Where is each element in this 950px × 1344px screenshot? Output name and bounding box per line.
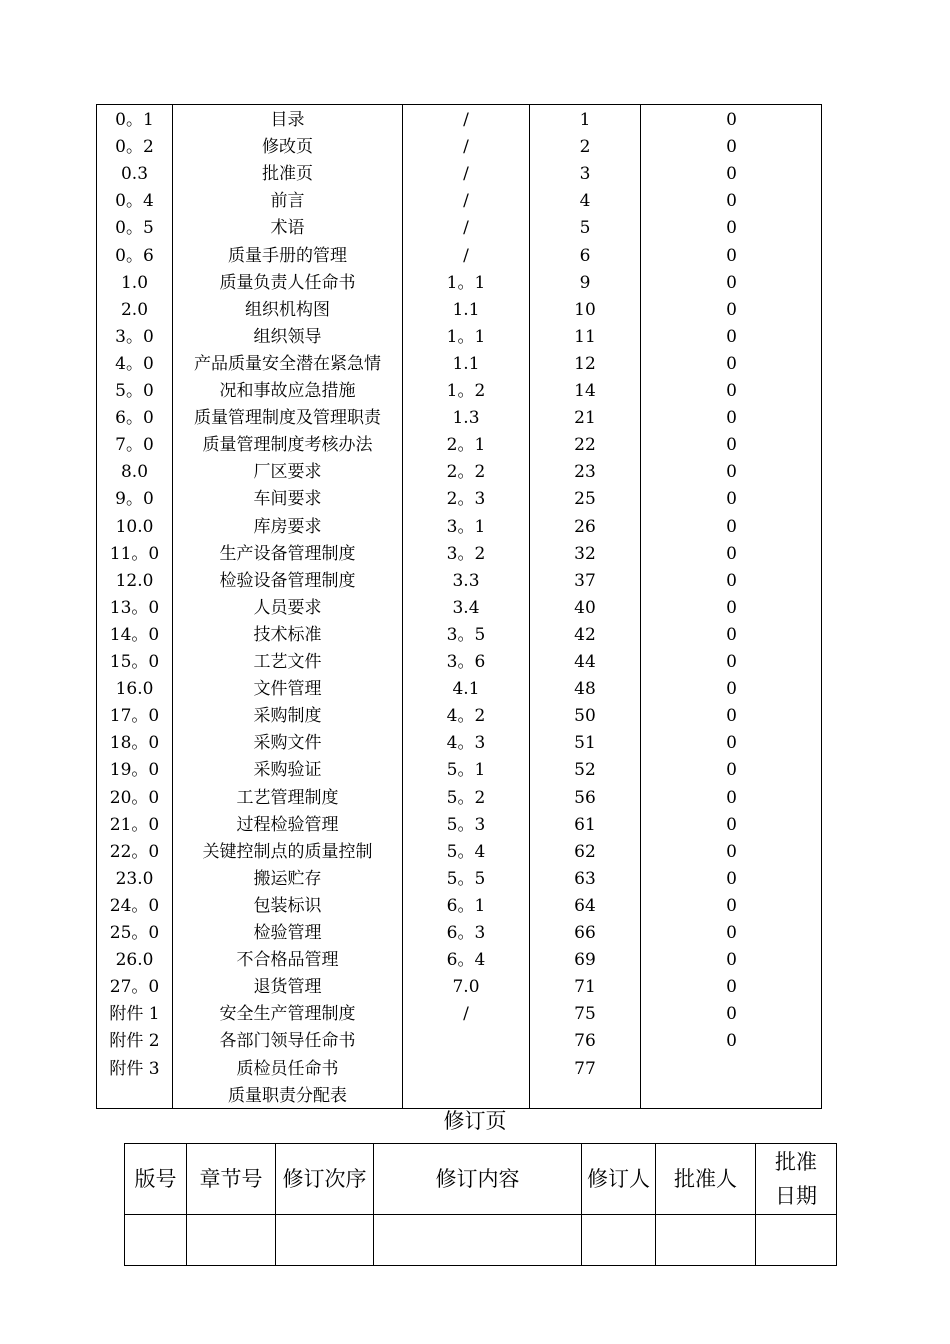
- toc-cell-page: 69: [574, 950, 596, 971]
- toc-cell-number: 24。0: [109, 895, 160, 916]
- toc-row: [97, 459, 821, 486]
- toc-cell-page: 12: [574, 353, 596, 374]
- toc-cell-page: 26: [574, 516, 596, 537]
- toc-row: [97, 595, 821, 622]
- toc-row: [97, 893, 821, 920]
- toc-cell-clause: 6。4: [446, 950, 486, 971]
- revision-cell: [374, 1215, 582, 1266]
- toc-cell-page: 3: [579, 164, 591, 185]
- toc-cell-page: 5: [579, 218, 591, 239]
- toc-cell-number: 1.0: [120, 272, 149, 293]
- toc-cell-revision: 0: [726, 895, 737, 916]
- toc-cell-number: 附件 1: [109, 1004, 160, 1025]
- header-approval-date: 批准日期: [756, 1144, 837, 1215]
- toc-cell-revision: 0: [726, 977, 737, 998]
- toc-cell-clause: 1。1: [446, 326, 486, 347]
- toc-cell-page: 25: [574, 489, 596, 510]
- toc-cell-clause: 4。2: [446, 706, 486, 727]
- toc-row: [97, 568, 821, 595]
- toc-cell-title: 质量管理制度考核办法: [202, 435, 373, 456]
- toc-cell-number: 21。0: [109, 814, 160, 835]
- toc-cell-number: 8.0: [120, 462, 149, 483]
- toc-cell-title: 文件管理: [253, 679, 322, 700]
- toc-row: [97, 297, 821, 324]
- toc-cell-revision: 0: [726, 164, 737, 185]
- toc-cell-clause: [403, 1056, 529, 1083]
- toc-row: [97, 839, 821, 866]
- toc-cell-page: 56: [574, 787, 596, 808]
- toc-cell-clause: 2。1: [446, 435, 486, 456]
- toc-cell-clause: [403, 1028, 529, 1055]
- toc-cell-number: 5。0: [115, 381, 154, 401]
- toc-row: [97, 1028, 821, 1055]
- toc-row: [97, 866, 821, 893]
- toc-cell-title: 技术标准: [253, 624, 322, 645]
- header-version: 版号: [125, 1144, 187, 1215]
- toc-cell-title: 包装标识: [253, 895, 322, 916]
- toc-cell-title: 采购文件: [253, 733, 322, 754]
- toc-row: [97, 703, 821, 730]
- toc-cell-page: 14: [574, 381, 596, 401]
- toc-cell-clause: /: [463, 245, 469, 266]
- toc-cell-clause: 1.1: [452, 353, 480, 374]
- toc-cell-number: 19。0: [109, 760, 160, 781]
- toc-cell-number: 4。0: [115, 353, 154, 374]
- header-revision-content: 修订内容: [374, 1144, 582, 1215]
- toc-row: [97, 920, 821, 947]
- toc-cell-clause: 3。2: [446, 543, 486, 564]
- toc-cell-clause: 7.0: [452, 977, 480, 998]
- toc-cell-page: 10: [574, 299, 596, 320]
- toc-cell-clause: /: [463, 191, 469, 212]
- revision-page-title: 修订页: [443, 1109, 507, 1133]
- toc-cell-revision: 0: [726, 326, 737, 347]
- toc-row: [97, 757, 821, 784]
- toc-cell-clause: /: [463, 218, 469, 239]
- toc-cell-clause: 3。6: [446, 652, 486, 672]
- toc-cell-revision: 0: [726, 543, 737, 564]
- toc-cell-revision: 0: [726, 868, 737, 889]
- toc-cell-number: 0。6: [115, 245, 154, 266]
- toc-cell-number: 11。0: [109, 543, 160, 564]
- toc-cell-page: 66: [574, 923, 596, 943]
- toc-cell-clause: /: [463, 110, 469, 130]
- toc-cell-page: 40: [574, 597, 596, 618]
- toc-cell-number: 7。0: [115, 435, 154, 456]
- toc-cell-page: 9: [579, 272, 591, 293]
- toc-row: [97, 243, 821, 270]
- toc-row: [97, 622, 821, 649]
- toc-row: [97, 270, 821, 297]
- toc-row: [97, 405, 821, 432]
- toc-cell-number: 0。1: [115, 110, 154, 130]
- toc-cell-page: 50: [574, 706, 596, 727]
- toc-cell-clause: 2。2: [446, 462, 486, 483]
- toc-cell-clause: 5。2: [446, 787, 486, 808]
- toc-cell-title: 目录: [270, 110, 305, 130]
- toc-cell-title: 不合格品管理: [236, 950, 339, 971]
- toc-cell-revision: 0: [726, 923, 737, 943]
- toc-cell-page: 62: [574, 841, 596, 862]
- toc-row: [97, 215, 821, 242]
- toc-cell-number: 0。2: [115, 137, 154, 158]
- toc-row: [97, 188, 821, 215]
- revision-cell: [125, 1215, 187, 1266]
- toc-cell-clause: 5。5: [446, 868, 486, 889]
- toc-row: [97, 812, 821, 839]
- toc-cell-number: 0。5: [115, 218, 154, 239]
- toc-cell-number: 0。4: [115, 191, 154, 212]
- toc-cell-clause: 2。3: [446, 489, 486, 510]
- toc-cell-title: 检验管理: [253, 923, 322, 943]
- toc-cell-revision: 0: [726, 516, 737, 537]
- revision-cell: [656, 1215, 756, 1266]
- revision-cell: [756, 1215, 837, 1266]
- toc-cell-title: 采购制度: [253, 706, 322, 727]
- toc-cell-revision: 0: [726, 299, 737, 320]
- toc-cell-page: 4: [579, 191, 591, 212]
- toc-cell-title: 采购验证: [253, 760, 322, 781]
- toc-cell-number: 13。0: [109, 597, 160, 618]
- toc-cell-number: 2.0: [120, 299, 149, 320]
- toc-cell-number: 附件 2: [109, 1031, 160, 1052]
- toc-cell-title: 况和事故应急措施: [219, 381, 356, 401]
- revision-cell: [582, 1215, 656, 1266]
- toc-cell-clause: 5。3: [446, 814, 486, 835]
- toc-cell-number: 16.0: [115, 679, 154, 700]
- toc-cell-page: 64: [574, 895, 596, 916]
- toc-cell-title: 工艺管理制度: [236, 787, 339, 808]
- toc-cell-revision: 0: [726, 218, 737, 239]
- toc-cell-title: 过程检验管理: [236, 814, 339, 835]
- toc-cell-number: 18。0: [109, 733, 160, 754]
- toc-cell-revision: 0: [726, 1031, 737, 1052]
- toc-cell-revision: 0: [726, 733, 737, 754]
- toc-cell-title: 术语: [270, 218, 305, 239]
- toc-cell-clause: 1。1: [446, 272, 486, 293]
- header-chapter: 章节号: [187, 1144, 276, 1215]
- toc-cell-number: 14。0: [109, 624, 160, 645]
- toc-cell-number: 10.0: [115, 516, 154, 537]
- toc-cell-number: 12.0: [115, 570, 154, 591]
- toc-row: [97, 541, 821, 568]
- toc-cell-page: 75: [574, 1004, 596, 1025]
- toc-cell-page: 6: [579, 245, 591, 266]
- toc-cell-clause: /: [463, 164, 469, 185]
- toc-cell-title: 产品质量安全潜在紧急情: [194, 353, 381, 374]
- toc-cell-clause: 6。1: [446, 895, 486, 916]
- toc-row: [97, 134, 821, 161]
- toc-cell-number: 9。0: [115, 489, 154, 510]
- toc-cell-title: 厂区要求: [253, 462, 322, 483]
- toc-cell-number: 26.0: [115, 950, 154, 971]
- toc-cell-revision: 0: [726, 381, 737, 401]
- toc-cell-page: 37: [574, 570, 596, 591]
- toc-row: [97, 1056, 821, 1083]
- toc-cell-title: 前言: [270, 191, 305, 212]
- toc-cell-title: 各部门领导任命书: [219, 1031, 356, 1052]
- toc-row: [97, 974, 821, 1001]
- toc-row: [97, 730, 821, 757]
- revision-row: [125, 1215, 837, 1266]
- toc-row: [97, 676, 821, 703]
- toc-cell-page: 71: [574, 977, 596, 998]
- toc-cell-clause: 4.1: [452, 679, 480, 700]
- toc-cell-title: 关键控制点的质量控制: [202, 841, 373, 862]
- toc-cell-page: 42: [574, 624, 596, 645]
- toc-cell-page: 61: [574, 814, 596, 835]
- toc-cell-revision: 0: [726, 950, 737, 971]
- revision-table: [124, 1143, 837, 1266]
- toc-cell-revision: 0: [726, 760, 737, 781]
- toc-cell-title: 组织机构图: [245, 299, 330, 320]
- toc-cell-title: 质量职责分配表: [228, 1085, 347, 1106]
- toc-cell-title: 修改页: [262, 137, 313, 158]
- toc-row: [97, 432, 821, 459]
- toc-cell-title: 搬运贮存: [253, 868, 322, 889]
- toc-row: [97, 514, 821, 541]
- toc-cell-revision: 0: [726, 624, 737, 645]
- toc-cell-revision: 0: [726, 1004, 737, 1025]
- toc-row: [97, 107, 821, 134]
- toc-cell-title: 工艺文件: [253, 652, 322, 672]
- toc-cell-title: 库房要求: [253, 516, 322, 537]
- toc-cell-number: 22。0: [109, 841, 160, 862]
- toc-cell-page: 48: [574, 679, 596, 700]
- toc-cell-page: 32: [574, 543, 596, 564]
- toc-cell-revision: 0: [726, 272, 737, 293]
- toc-cell-title: 批准页: [262, 164, 313, 185]
- toc-cell-title: 质量手册的管理: [228, 245, 347, 266]
- toc-cell-revision: 0: [726, 137, 737, 158]
- toc-cell-number: 17。0: [109, 706, 160, 727]
- toc-cell-page: 44: [574, 652, 596, 672]
- toc-cell-page: 76: [574, 1031, 596, 1052]
- toc-cell-number: 0.3: [120, 164, 149, 185]
- toc-cell-number: 20。0: [109, 787, 160, 808]
- toc-row: [97, 1001, 821, 1028]
- toc-cell-page: 1: [579, 110, 591, 130]
- toc-cell-revision: 0: [726, 462, 737, 483]
- toc-cell-revision: 0: [726, 597, 737, 618]
- toc-cell-page: 22: [574, 435, 596, 456]
- toc-cell-revision: 0: [726, 706, 737, 727]
- contents-table: [96, 104, 822, 1109]
- toc-cell-title: 生产设备管理制度: [219, 543, 356, 564]
- toc-cell-page: 51: [574, 733, 596, 754]
- toc-cell-page: 77: [574, 1058, 596, 1079]
- toc-cell-title: 退货管理: [253, 977, 322, 998]
- toc-cell-clause: 3.3: [452, 570, 480, 591]
- toc-cell-revision: 0: [726, 110, 737, 130]
- toc-cell-number: 3。0: [115, 326, 154, 347]
- revision-header-row: [125, 1144, 837, 1215]
- toc-cell-number: 附件 3: [109, 1058, 160, 1079]
- toc-cell-clause: 1。2: [446, 381, 486, 401]
- toc-cell-title: 车间要求: [253, 489, 322, 510]
- toc-row: [97, 785, 821, 812]
- toc-cell-title: 质量负责人任命书: [219, 272, 356, 293]
- toc-cell-number: 27。0: [109, 977, 160, 998]
- toc-cell-clause: 1.1: [452, 299, 480, 320]
- revision-cell: [187, 1215, 276, 1266]
- toc-cell-title: 质检员任命书: [236, 1058, 339, 1079]
- toc-cell-revision: 0: [726, 570, 737, 591]
- toc-cell-revision: 0: [726, 679, 737, 700]
- toc-cell-page: 52: [574, 760, 596, 781]
- toc-cell-clause: 4。3: [446, 733, 486, 754]
- toc-row: [97, 161, 821, 188]
- toc-row: [97, 486, 821, 513]
- toc-cell-title: 安全生产管理制度: [219, 1004, 356, 1025]
- header-reviser: 修订人: [582, 1144, 656, 1215]
- toc-cell-clause: /: [463, 1004, 469, 1025]
- toc-cell-revision: 0: [726, 408, 737, 429]
- toc-cell-revision: 0: [726, 787, 737, 808]
- toc-cell-number: 6。0: [115, 408, 154, 429]
- toc-cell-title: 检验设备管理制度: [219, 570, 356, 591]
- toc-cell-revision: 0: [726, 489, 737, 510]
- toc-cell-number: 23.0: [115, 868, 154, 889]
- toc-cell-number: 25。0: [109, 923, 160, 943]
- toc-row: [97, 947, 821, 974]
- toc-cell-revision: 0: [726, 245, 737, 266]
- toc-cell-page: 21: [574, 408, 596, 429]
- toc-cell-revision: 0: [726, 435, 737, 456]
- revision-cell: [276, 1215, 374, 1266]
- toc-cell-clause: 3.4: [452, 597, 480, 618]
- toc-cell-revision: 0: [726, 353, 737, 374]
- toc-cell-clause: 6。3: [446, 923, 486, 943]
- toc-cell-clause: 3。1: [446, 516, 486, 537]
- toc-cell-title: 质量管理制度及管理职责: [194, 408, 381, 429]
- header-revision-order: 修订次序: [276, 1144, 374, 1215]
- toc-cell-clause: 5。4: [446, 841, 486, 862]
- header-approver: 批准人: [656, 1144, 756, 1215]
- toc-cell-page: 2: [579, 137, 591, 158]
- toc-cell-title: 人员要求: [253, 597, 322, 618]
- toc-cell-page: 11: [574, 326, 596, 347]
- toc-cell-revision: 0: [726, 814, 737, 835]
- toc-row: [97, 378, 821, 405]
- toc-cell-clause: 1.3: [452, 408, 480, 429]
- toc-cell-clause: 3。5: [446, 624, 486, 645]
- toc-cell-clause: /: [463, 137, 469, 158]
- toc-cell-page: 63: [574, 868, 596, 889]
- toc-cell-revision: [641, 1056, 822, 1083]
- toc-cell-revision: 0: [726, 652, 737, 672]
- toc-cell-number: 15。0: [109, 652, 160, 672]
- toc-cell-revision: 0: [726, 191, 737, 212]
- toc-cell-clause: 5。1: [446, 760, 486, 781]
- toc-cell-page: 23: [574, 462, 596, 483]
- toc-cell-revision: 0: [726, 841, 737, 862]
- toc-cell-title: 组织领导: [253, 326, 322, 347]
- toc-row: [97, 324, 821, 351]
- toc-row: [97, 649, 821, 676]
- toc-row: [97, 351, 821, 378]
